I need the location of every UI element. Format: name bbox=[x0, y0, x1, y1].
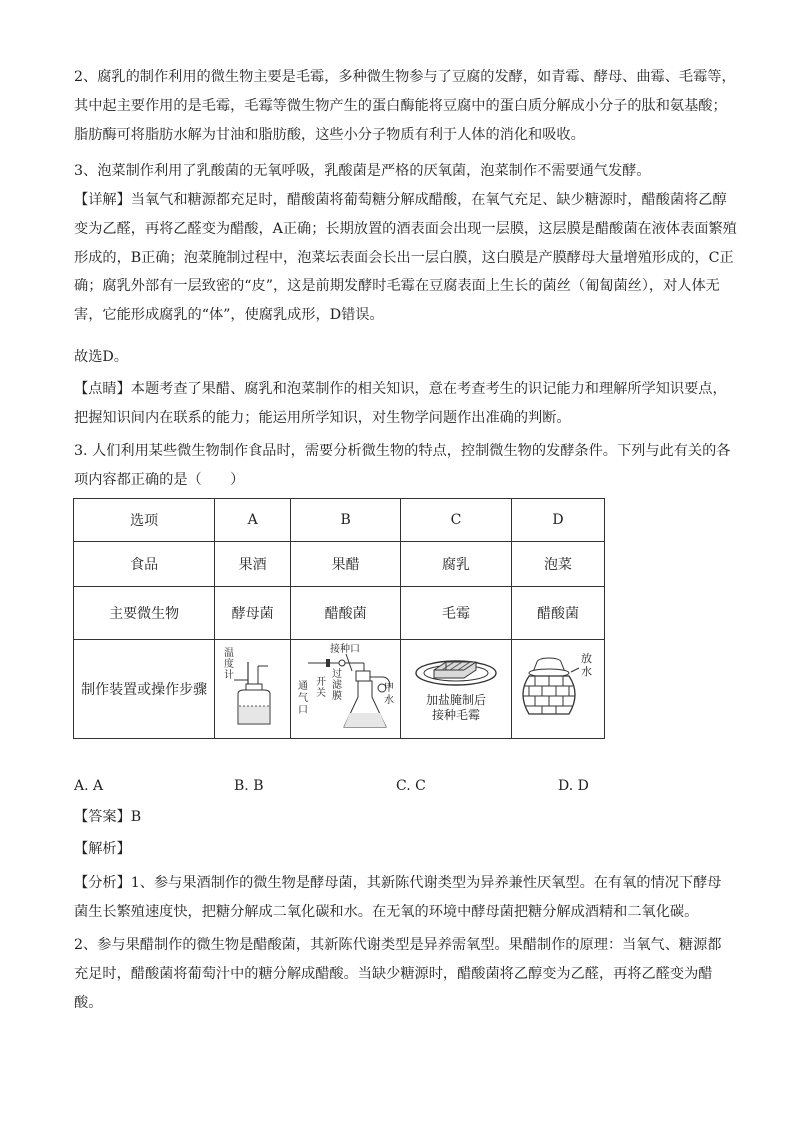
paragraph-conclusion bbox=[74, 343, 734, 372]
text-line: 变为乙醛，再将乙醛变为醋酸，A正确；长期放置的酒表面会出现一层膜，这层膜是醋酸菌在液体表面繁殖 bbox=[74, 220, 737, 237]
analysis-tag: 【分析】 bbox=[74, 875, 131, 891]
switch-icon bbox=[326, 659, 330, 667]
figure-label: 关 bbox=[315, 688, 326, 699]
figure-label: 甲 bbox=[383, 683, 394, 694]
text-line: 3、泡菜制作利用了乳酸菌的无氧呼吸，乳酸菌是严格的厌氧菌，泡菜制作不需要通气发酵。 bbox=[74, 163, 651, 179]
answer-line bbox=[74, 803, 734, 832]
figure-cell-a bbox=[215, 640, 291, 739]
table-cell: 果醋 bbox=[291, 542, 401, 587]
table-cell: 腐乳 bbox=[401, 542, 512, 587]
text-line: 酸。 bbox=[74, 994, 103, 1011]
text-line: 菌生长繁殖速度快，把糖分解成二氧化碳和水。在无氧的环境中酵母菌把糖分解成酒精和二氧化碳。 bbox=[74, 903, 699, 920]
comment-tag: 【点睛】 bbox=[74, 381, 131, 397]
filter-icon bbox=[339, 660, 345, 666]
figure-label: 温 bbox=[223, 648, 234, 659]
figure-label: 开 bbox=[315, 677, 326, 688]
text-line: 确；腐乳外部有一层致密的“皮”，这是前期发酵时毛霉在豆腐表面上生长的菌丝（匍匐菌丝），对人体无 bbox=[74, 278, 720, 295]
paragraph-paocai-microbes bbox=[74, 157, 734, 186]
conclusion-text: 故选D。 bbox=[74, 349, 128, 365]
figure-label: 滤 bbox=[331, 680, 342, 691]
liquid-fill bbox=[239, 706, 269, 723]
table-header-cell: C bbox=[401, 499, 512, 542]
paragraph-analysis-1 bbox=[74, 869, 734, 927]
table-cell: 醋酸菌 bbox=[291, 587, 401, 640]
liquid-fill bbox=[344, 713, 386, 727]
detail-text: 当氧气和糖源都充足时，醋酸菌将葡萄糖分解成醋酸，在氧气充足、缺少糖源时，醋酸菌将乙醇 bbox=[130, 192, 727, 208]
figure-label: 度 bbox=[223, 659, 234, 670]
table-cell: 醋酸菌 bbox=[511, 587, 604, 640]
table-row-food bbox=[74, 542, 605, 587]
table-header-cell: B bbox=[291, 499, 401, 542]
text-line: 2、腐乳的制作利用的微生物主要是毛霉，多种微生物参与了豆腐的发酵，如青霉、酵母、曲霉、毛霉等， bbox=[74, 69, 736, 85]
table-cell: 食品 bbox=[74, 542, 215, 587]
figure-caption: 接种毛霉 bbox=[432, 708, 481, 722]
text-line: 把握知识间内在联系的能力；能运用所学知识，对生物学问题作出准确的判断。 bbox=[74, 409, 571, 426]
text-line: 其中起主要作用的是毛霉，毛霉等微生物产生的蛋白酶能将豆腐中的蛋白质分解成小分子的肽和氨基酸； bbox=[74, 97, 727, 114]
choice-d[interactable]: D. D bbox=[558, 778, 589, 794]
analysis-heading bbox=[74, 835, 734, 864]
text-line: 项内容都正确的是（ ） bbox=[74, 471, 245, 488]
choice-b[interactable]: B. B bbox=[234, 778, 264, 794]
fermentation-bottle-figure bbox=[218, 642, 288, 732]
answer-text: 【答案】B bbox=[74, 809, 142, 825]
paragraph-rufu-microbes bbox=[74, 63, 734, 149]
text-line: 3. 人们利用某些微生物制作食品时，需要分析微生物的特点，控制微生物的发酵条件。下列与此有关的各 bbox=[74, 443, 731, 459]
choice-c[interactable]: C. C bbox=[396, 778, 426, 794]
comment-text: 本题考查了果醋、腐乳和泡菜制作的相关知识，意在考查考生的识记能力和理解所学知识要点， bbox=[130, 381, 727, 397]
text-line bbox=[74, 186, 734, 215]
figure-label: 膜 bbox=[331, 691, 342, 702]
figure-label: 放 bbox=[580, 652, 592, 665]
figure-cell-d bbox=[511, 640, 604, 739]
analysis-heading-text: 【解析】 bbox=[74, 841, 131, 857]
analysis-text: 1、参与果酒制作的微生物是酵母菌，其新陈代谢类型为异养兼性厌氧型。在有氧的情况下酵母 bbox=[130, 875, 722, 891]
table-cell: 制作装置或操作步骤 bbox=[74, 640, 215, 739]
figure-cell-b bbox=[291, 640, 401, 739]
text-line: 害，它能形成腐乳的“体”，使腐乳成形，D错误。 bbox=[74, 307, 384, 324]
vinegar-flask-figure bbox=[294, 641, 398, 733]
text-line bbox=[74, 375, 734, 404]
table-cell: 毛霉 bbox=[401, 587, 512, 640]
table-row-device bbox=[74, 640, 605, 739]
figure-label: 计 bbox=[223, 670, 234, 681]
table-row-microbe bbox=[74, 587, 605, 640]
table-cell: 酵母菌 bbox=[215, 587, 291, 640]
pickle-jar-figure bbox=[515, 642, 601, 732]
text-line: 2、参与果醋制作的微生物是醋酸菌，其新陈代谢类型是异养需氧型。果醋制作的原理：当氧气、糖源都 bbox=[74, 937, 722, 953]
tofu-plate-figure bbox=[406, 643, 506, 731]
text-line: 充足时，醋酸菌将葡萄汁中的糖分解成醋酸。当缺少糖源时，醋酸菌将乙醇变为乙醛，再将乙醛变为醋 bbox=[74, 965, 713, 982]
table-header-cell: 选项 bbox=[74, 499, 215, 542]
table-header-row bbox=[74, 499, 605, 542]
table-header-cell: A bbox=[215, 499, 291, 542]
options-table bbox=[73, 498, 605, 739]
table-cell: 泡菜 bbox=[511, 542, 604, 587]
figure-label: 通 bbox=[297, 681, 308, 692]
flask-stopper bbox=[356, 671, 370, 681]
figure-label: 水 bbox=[580, 665, 592, 678]
pointer-line bbox=[571, 668, 579, 672]
detail-tag: 【详解】 bbox=[74, 192, 131, 208]
figure-label: 过 bbox=[331, 669, 342, 680]
table-cell: 主要微生物 bbox=[74, 587, 215, 640]
figure-caption: 加盐腌制后 bbox=[426, 693, 487, 707]
text-line: 脂肪酶可将脂肪水解为甘油和脂肪酸，这些小分子物质有利于人体的消化和吸收。 bbox=[74, 126, 585, 143]
paragraph-comment bbox=[74, 375, 734, 433]
table-header-cell: D bbox=[511, 499, 604, 542]
figure-label: 接种口 bbox=[329, 644, 360, 655]
paragraph-analysis-2 bbox=[74, 931, 734, 1017]
figure-label: 气 bbox=[297, 693, 308, 704]
text-line bbox=[74, 869, 734, 898]
question-stem bbox=[74, 437, 734, 495]
paragraph-detail bbox=[74, 186, 737, 330]
choice-a[interactable]: A. A bbox=[74, 778, 104, 794]
figure-label: 水 bbox=[383, 695, 394, 706]
text-line: 形成的，B正确；泡菜腌制过程中，泡菜坛表面会长出一层白膜，这白膜是产膜酵母大量增殖形成的，C正 bbox=[74, 249, 734, 266]
figure-cell-c bbox=[401, 640, 512, 739]
figure-label: 口 bbox=[297, 705, 308, 716]
table-cell: 果酒 bbox=[215, 542, 291, 587]
